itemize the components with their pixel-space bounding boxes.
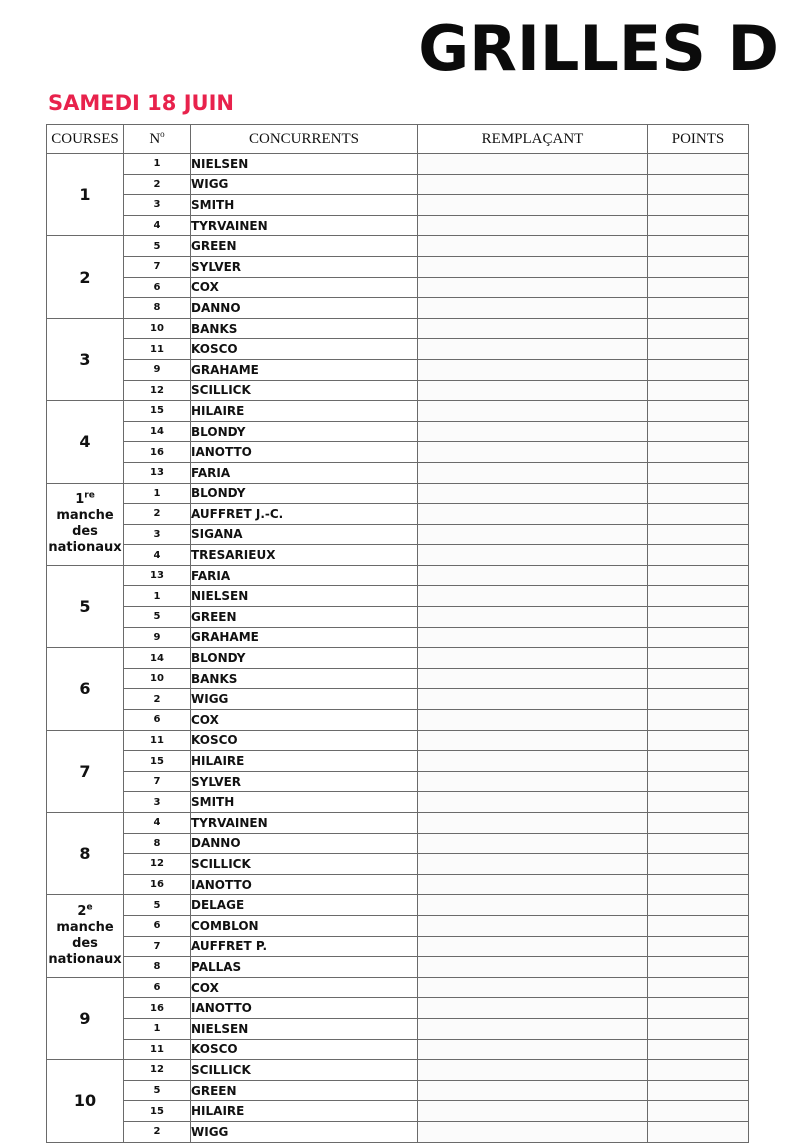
col-header-number-sup: o (160, 128, 165, 139)
replacement-cell[interactable] (418, 565, 648, 586)
table-row (47, 483, 749, 504)
replacement-cell[interactable] (418, 1018, 648, 1039)
competitor-name: TRESARIEUX (191, 545, 418, 566)
competitor-name: FARIA (191, 462, 418, 483)
table-row (47, 565, 749, 586)
course-label-sup: re (84, 490, 95, 501)
competitor-number: 11 (124, 1039, 191, 1060)
replacement-cell[interactable] (418, 359, 648, 380)
course-label: 8 (79, 844, 91, 864)
points-cell[interactable] (648, 174, 749, 195)
competitor-number: 8 (124, 833, 191, 854)
header-row (47, 125, 749, 154)
competitor-name: COX (191, 277, 418, 298)
course-label-line2: manche (56, 508, 114, 524)
points-cell[interactable] (648, 936, 749, 957)
competitor-name: HILAIRE (191, 751, 418, 772)
competitor-number: 1 (124, 586, 191, 607)
competitor-number: 6 (124, 915, 191, 936)
col-header-concurrents: CONCURRENTS (191, 125, 418, 154)
course-label: 6 (79, 679, 91, 699)
competitor-number: 9 (124, 359, 191, 380)
competitor-number: 8 (124, 298, 191, 319)
replacement-cell[interactable] (418, 771, 648, 792)
replacement-cell[interactable] (418, 957, 648, 978)
competitor-name: GRAHAME (191, 627, 418, 648)
competitor-name: PALLAS (191, 957, 418, 978)
course-cell (47, 813, 124, 895)
competitor-number: 1 (124, 154, 191, 175)
points-cell[interactable] (648, 792, 749, 813)
replacement-cell[interactable] (418, 339, 648, 360)
competitor-name: IANOTTO (191, 998, 418, 1019)
course-label: 5 (79, 597, 91, 617)
replacement-cell[interactable] (418, 936, 648, 957)
competitor-number: 3 (124, 195, 191, 216)
points-cell[interactable] (648, 154, 749, 175)
competitor-number: 12 (124, 380, 191, 401)
table-row (47, 710, 749, 731)
course-label-line2: manche (56, 920, 114, 936)
replacement-cell[interactable] (418, 915, 648, 936)
competitor-number: 1 (124, 483, 191, 504)
competitor-number: 4 (124, 813, 191, 834)
course-cell (47, 483, 124, 565)
competitor-name: BLONDY (191, 483, 418, 504)
points-cell[interactable] (648, 895, 749, 916)
table-row (47, 1060, 749, 1081)
competitor-name: BLONDY (191, 421, 418, 442)
points-cell[interactable] (648, 236, 749, 257)
table-row (47, 730, 749, 751)
replacement-cell[interactable] (418, 380, 648, 401)
competitor-name: KOSCO (191, 1039, 418, 1060)
points-cell[interactable] (648, 462, 749, 483)
points-cell[interactable] (648, 977, 749, 998)
competitor-name: WIGG (191, 689, 418, 710)
table-row (47, 298, 749, 319)
table-row (47, 421, 749, 442)
competitor-name: DELAGE (191, 895, 418, 916)
competitor-name: SMITH (191, 195, 418, 216)
competitor-number: 11 (124, 339, 191, 360)
table-row (47, 442, 749, 463)
replacement-cell[interactable] (418, 833, 648, 854)
replacement-cell[interactable] (418, 689, 648, 710)
competitor-name: NIELSEN (191, 154, 418, 175)
course-label-line3: des (72, 936, 98, 952)
table-row (47, 751, 749, 772)
table-row (47, 339, 749, 360)
table-row (47, 1080, 749, 1101)
replacement-cell[interactable] (418, 586, 648, 607)
table-row (47, 833, 749, 854)
points-cell[interactable] (648, 421, 749, 442)
replacement-cell[interactable] (418, 895, 648, 916)
points-cell[interactable] (648, 586, 749, 607)
col-header-number-main: N (149, 130, 161, 147)
competitor-name: GREEN (191, 607, 418, 628)
competitor-name: AUFFRET P. (191, 936, 418, 957)
replacement-cell[interactable] (418, 813, 648, 834)
date-heading: SAMEDI 18 JUIN (48, 91, 234, 115)
replacement-cell[interactable] (418, 751, 648, 772)
points-cell[interactable] (648, 565, 749, 586)
competitor-name: COX (191, 710, 418, 731)
competitor-number: 6 (124, 710, 191, 731)
course-label: 7 (79, 761, 91, 781)
table-row (47, 154, 749, 175)
course-label: 9 (79, 1008, 91, 1028)
points-cell[interactable] (648, 1018, 749, 1039)
competitor-number: 4 (124, 545, 191, 566)
competitor-name: COX (191, 977, 418, 998)
competitor-number: 9 (124, 627, 191, 648)
points-cell[interactable] (648, 813, 749, 834)
points-cell[interactable] (648, 256, 749, 277)
points-cell[interactable] (648, 1060, 749, 1081)
table-row (47, 607, 749, 628)
competitor-name: COMBLON (191, 915, 418, 936)
table-row (47, 236, 749, 257)
competitor-name: NIELSEN (191, 586, 418, 607)
competitor-name: SYLVER (191, 771, 418, 792)
competitor-name: KOSCO (191, 339, 418, 360)
course-cell (47, 730, 124, 812)
course-cell (47, 236, 124, 318)
points-cell[interactable] (648, 1101, 749, 1122)
replacement-cell[interactable] (418, 277, 648, 298)
points-cell[interactable] (648, 215, 749, 236)
replacement-cell[interactable] (418, 792, 648, 813)
col-header-remplacant: REMPLAÇANT (418, 125, 648, 154)
replacement-cell[interactable] (418, 174, 648, 195)
points-cell[interactable] (648, 874, 749, 895)
table-row (47, 1121, 749, 1142)
competitor-number: 13 (124, 462, 191, 483)
course-cell (47, 318, 124, 400)
replacement-cell[interactable] (418, 195, 648, 216)
replacement-cell[interactable] (418, 627, 648, 648)
replacement-cell[interactable] (418, 524, 648, 545)
competitor-name: SIGANA (191, 524, 418, 545)
table-row (47, 359, 749, 380)
points-cell[interactable] (648, 689, 749, 710)
course-cell (47, 154, 124, 236)
competitor-number: 5 (124, 236, 191, 257)
points-cell[interactable] (648, 771, 749, 792)
replacement-cell[interactable] (418, 442, 648, 463)
replacement-cell[interactable] (418, 648, 648, 669)
competitor-number: 7 (124, 256, 191, 277)
competitor-name: SCILLICK (191, 854, 418, 875)
competitor-number: 2 (124, 174, 191, 195)
course-label: 2 (79, 267, 91, 287)
competitor-number: 2 (124, 504, 191, 525)
points-cell[interactable] (648, 504, 749, 525)
table-row (47, 277, 749, 298)
points-cell[interactable] (648, 833, 749, 854)
competitor-number: 1 (124, 1018, 191, 1039)
competitor-name: DANNO (191, 298, 418, 319)
points-cell[interactable] (648, 730, 749, 751)
course-cell (47, 895, 124, 977)
points-cell[interactable] (648, 483, 749, 504)
points-cell[interactable] (648, 442, 749, 463)
competitor-number: 16 (124, 874, 191, 895)
table-row (47, 874, 749, 895)
replacement-cell[interactable] (418, 668, 648, 689)
course-label: 1 (79, 185, 91, 205)
competitor-name: BANKS (191, 318, 418, 339)
points-cell[interactable] (648, 359, 749, 380)
competitor-name: BANKS (191, 668, 418, 689)
col-header-courses: COURSES (47, 125, 124, 154)
competitor-number: 14 (124, 421, 191, 442)
table-row (47, 462, 749, 483)
points-cell[interactable] (648, 380, 749, 401)
competitor-name: NIELSEN (191, 1018, 418, 1039)
competitor-number: 15 (124, 1101, 191, 1122)
course-label-line3: des (72, 524, 98, 540)
course-label: 4 (79, 432, 91, 452)
competitor-name: WIGG (191, 174, 418, 195)
replacement-cell[interactable] (418, 298, 648, 319)
replacement-cell[interactable] (418, 318, 648, 339)
points-cell[interactable] (648, 318, 749, 339)
col-header-number (124, 125, 191, 154)
course-label: 3 (79, 349, 91, 369)
competitor-number: 6 (124, 277, 191, 298)
competitor-name: WIGG (191, 1121, 418, 1142)
table-row (47, 401, 749, 422)
competitor-number: 5 (124, 607, 191, 628)
replacement-cell[interactable] (418, 710, 648, 731)
points-cell[interactable] (648, 668, 749, 689)
competitor-number: 10 (124, 668, 191, 689)
course-label-sup: e (86, 902, 93, 913)
replacement-cell[interactable] (418, 874, 648, 895)
replacement-cell[interactable] (418, 1080, 648, 1101)
competitor-name: DANNO (191, 833, 418, 854)
points-cell[interactable] (648, 915, 749, 936)
competitor-name: AUFFRET J.-C. (191, 504, 418, 525)
competitor-name: SCILLICK (191, 380, 418, 401)
table-body (47, 154, 749, 1143)
competitor-number: 11 (124, 730, 191, 751)
table-row (47, 648, 749, 669)
competitor-number: 3 (124, 524, 191, 545)
points-cell[interactable] (648, 648, 749, 669)
replacement-cell[interactable] (418, 462, 648, 483)
competitor-number: 7 (124, 936, 191, 957)
competitor-number: 6 (124, 977, 191, 998)
competitor-number: 13 (124, 565, 191, 586)
replacement-cell[interactable] (418, 854, 648, 875)
table-row (47, 524, 749, 545)
replacement-cell[interactable] (418, 236, 648, 257)
table-row (47, 998, 749, 1019)
table-row (47, 689, 749, 710)
competitor-number: 7 (124, 771, 191, 792)
table-row (47, 936, 749, 957)
competitor-number: 14 (124, 648, 191, 669)
table-row (47, 215, 749, 236)
competitor-number: 15 (124, 401, 191, 422)
replacement-cell[interactable] (418, 730, 648, 751)
table-row (47, 545, 749, 566)
points-cell[interactable] (648, 607, 749, 628)
replacement-cell[interactable] (418, 1039, 648, 1060)
points-cell[interactable] (648, 339, 749, 360)
table-row (47, 1101, 749, 1122)
table-row (47, 380, 749, 401)
competitor-name: SMITH (191, 792, 418, 813)
replacement-cell[interactable] (418, 1060, 648, 1081)
points-cell[interactable] (648, 524, 749, 545)
table-row (47, 1018, 749, 1039)
competitor-name: GREEN (191, 236, 418, 257)
course-label-line4: nationaux (48, 952, 122, 968)
course-cell (47, 565, 124, 647)
replacement-cell[interactable] (418, 483, 648, 504)
competitor-number: 2 (124, 1121, 191, 1142)
competitor-name: IANOTTO (191, 874, 418, 895)
table-row (47, 256, 749, 277)
course-label: 10 (73, 1091, 97, 1111)
competitor-name: GRAHAME (191, 359, 418, 380)
table-row (47, 668, 749, 689)
competitor-name: SCILLICK (191, 1060, 418, 1081)
replacement-cell[interactable] (418, 1121, 648, 1142)
points-cell[interactable] (648, 195, 749, 216)
course-cell (47, 1060, 124, 1142)
competitor-number: 2 (124, 689, 191, 710)
replacement-cell[interactable] (418, 607, 648, 628)
replacement-cell[interactable] (418, 1101, 648, 1122)
competitor-name: HILAIRE (191, 1101, 418, 1122)
table-row (47, 977, 749, 998)
competitor-name: TYRVAINEN (191, 215, 418, 236)
competitor-name: SYLVER (191, 256, 418, 277)
points-cell[interactable] (648, 998, 749, 1019)
table-row (47, 504, 749, 525)
points-cell[interactable] (648, 298, 749, 319)
table-row (47, 957, 749, 978)
col-header-points: POINTS (648, 125, 749, 154)
competitor-name: FARIA (191, 565, 418, 586)
course-cell (47, 648, 124, 730)
competitor-name: TYRVAINEN (191, 813, 418, 834)
replacement-cell[interactable] (418, 401, 648, 422)
table-row (47, 586, 749, 607)
table-row (47, 915, 749, 936)
points-cell[interactable] (648, 854, 749, 875)
points-cell[interactable] (648, 710, 749, 731)
replacement-cell[interactable] (418, 421, 648, 442)
table-row (47, 792, 749, 813)
page-title: GRILLES D (418, 12, 779, 85)
replacement-cell[interactable] (418, 998, 648, 1019)
table-row (47, 318, 749, 339)
competitor-number: 16 (124, 442, 191, 463)
course-label: 1 (75, 492, 85, 508)
points-cell[interactable] (648, 1080, 749, 1101)
points-cell[interactable] (648, 545, 749, 566)
competitor-number: 5 (124, 895, 191, 916)
competitor-number: 5 (124, 1080, 191, 1101)
table-row (47, 627, 749, 648)
replacement-cell[interactable] (418, 545, 648, 566)
table-row (47, 895, 749, 916)
replacement-cell[interactable] (418, 215, 648, 236)
replacement-cell[interactable] (418, 154, 648, 175)
course-label: 2 (77, 904, 87, 920)
competitor-number: 10 (124, 318, 191, 339)
competitor-number: 16 (124, 998, 191, 1019)
points-cell[interactable] (648, 751, 749, 772)
table-row (47, 1039, 749, 1060)
competitor-number: 12 (124, 854, 191, 875)
competitor-number: 8 (124, 957, 191, 978)
competitor-name: KOSCO (191, 730, 418, 751)
competitor-number: 15 (124, 751, 191, 772)
competitor-name: BLONDY (191, 648, 418, 669)
competitor-name: HILAIRE (191, 401, 418, 422)
table-row (47, 813, 749, 834)
race-grid-table (46, 124, 749, 1143)
competitor-number: 12 (124, 1060, 191, 1081)
replacement-cell[interactable] (418, 504, 648, 525)
points-cell[interactable] (648, 1039, 749, 1060)
course-cell (47, 401, 124, 483)
points-cell[interactable] (648, 957, 749, 978)
competitor-number: 4 (124, 215, 191, 236)
course-label-line4: nationaux (48, 540, 122, 556)
table-row (47, 195, 749, 216)
replacement-cell[interactable] (418, 977, 648, 998)
competitor-number: 3 (124, 792, 191, 813)
table-row (47, 174, 749, 195)
competitor-name: GREEN (191, 1080, 418, 1101)
competitor-name: IANOTTO (191, 442, 418, 463)
points-cell[interactable] (648, 277, 749, 298)
points-cell[interactable] (648, 1121, 749, 1142)
table-row (47, 771, 749, 792)
replacement-cell[interactable] (418, 256, 648, 277)
course-cell (47, 977, 124, 1059)
table-row (47, 854, 749, 875)
points-cell[interactable] (648, 627, 749, 648)
points-cell[interactable] (648, 401, 749, 422)
